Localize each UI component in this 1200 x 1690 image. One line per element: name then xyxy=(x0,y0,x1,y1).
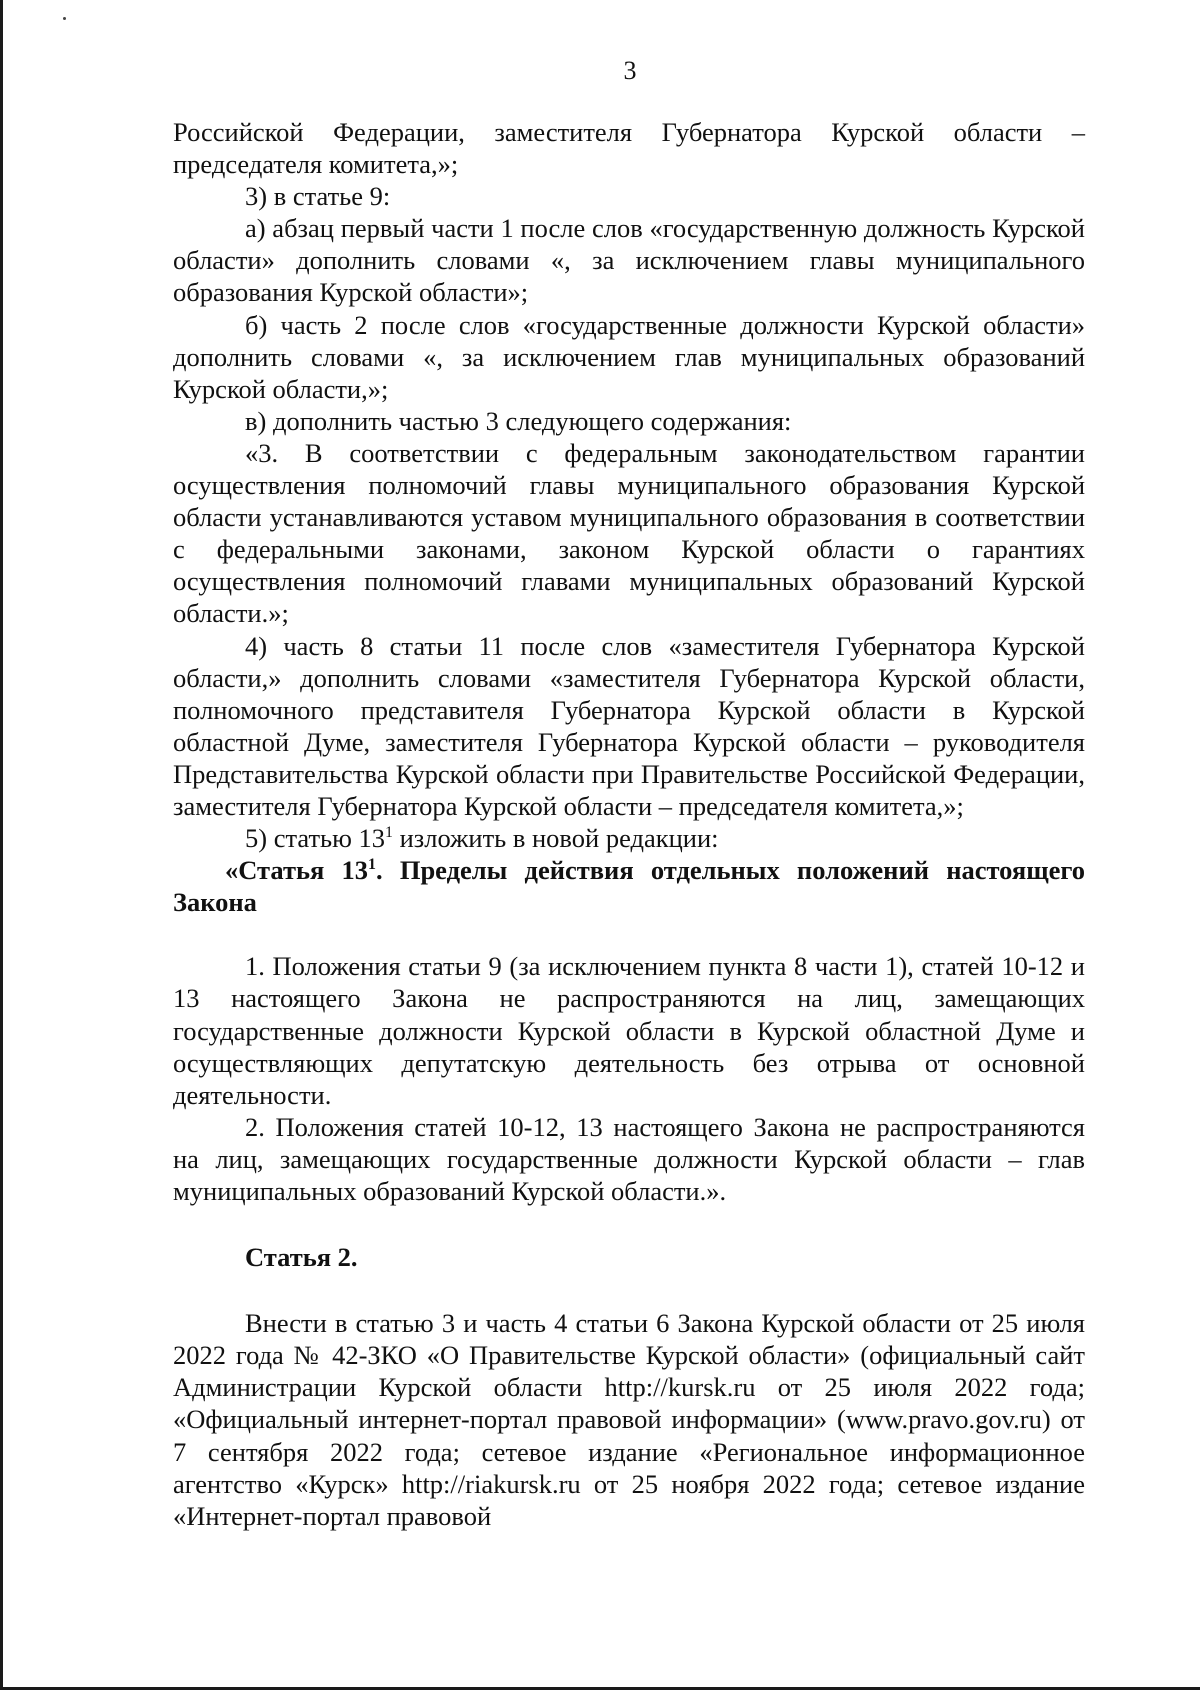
spacer xyxy=(173,918,1085,950)
paragraph-item-5-tail: изложить в новой редакции: xyxy=(392,823,719,854)
paragraph-article-13-1-part-1: 1. Положения статьи 9 (за исключением пункта 8 части 1), статей 10-12 и 13 настоящего Закона не распространяются на лиц, замещающих государственные должности Курской области в Курской областной Думе и осуществляющих депутатскую деятельность без отрыва от основной деятельности. xyxy=(173,951,1085,1110)
paragraph-item-5 xyxy=(173,822,1085,854)
scan-border-left xyxy=(0,0,3,1690)
paragraph-item-3: 3) в статье 9: xyxy=(245,181,391,212)
superscript-number: 1 xyxy=(368,856,376,874)
page-number: 3 xyxy=(623,56,637,85)
superscript-number: 1 xyxy=(385,824,393,842)
spacer xyxy=(173,1273,1085,1307)
paragraph-item-3a: а) абзац первый части 1 после слов «государственную должность Курской области» дополнить словами «, за исключением главы муниципального образования Курской области»; xyxy=(173,213,1085,308)
paragraph-item-3b: б) часть 2 после слов «государственные должности Курской области» дополнить словами «, за исключением глав муниципальных образований Курской области,»; xyxy=(173,309,1085,404)
paragraph-item-5-text: 5) статью 13 xyxy=(245,823,386,854)
article-13-1-heading xyxy=(173,854,1085,918)
paragraph-article-2-body: Внести в статью 3 и часть 4 статьи 6 Закона Курской области от 25 июля 2022 года № 42-ЗКО «О Правительстве Курской области» (официальный сайт Администрации Курской области http://kursk.ru от 25 июля 2022 года; «Официальный интернет-портал правовой информации» (www.pravo.gov.ru) от 7 сентября 2022 года; сетевое издание «Региональное информационное агентство «Курск» http://riakursk.ru от 25 ноября 2022 года; сетевое издание «Интернет-портал правовой xyxy=(173,1308,1085,1531)
paragraph-quoted-part-3: «3. В соответствии с федеральным законодательством гарантии осуществления полномочий главы муниципального образования Курской области устанавливаются уставом муниципального образования в соответствии с федеральными законами, законом Курской области о гарантиях осуществления полномочий главами муниципальных образований Курской области.»; xyxy=(173,437,1085,629)
spacer xyxy=(173,1207,1085,1241)
article-heading-tail: . Пределы действия отдельных положений настоящего Закона xyxy=(173,855,1085,918)
scan-artifact-dot xyxy=(63,17,66,20)
article-2-heading: Статья 2. xyxy=(245,1242,358,1273)
paragraph-item-4: 4) часть 8 статьи 11 после слов «заместителя Губернатора Курской области,» дополнить словами «заместителя Губернатора Курской области, полномочного представителя Губернатора Курской области в Курской областной Думе, заместителя Губернатора Курской области – руководителя Представительства Курской области при Правительстве Российской Федерации, заместителя Губернатора Курской области – председателя комитета,»; xyxy=(173,630,1085,821)
document-body xyxy=(173,116,1085,1532)
paragraph-item-3v: в) дополнить частью 3 следующего содержания: xyxy=(245,405,792,436)
article-heading-text: «Статья 13 xyxy=(225,855,369,886)
paragraph-continuation: Российской Федерации, заместителя Губернатора Курской области – председателя комитета,»; xyxy=(173,117,1085,180)
paragraph-article-13-1-part-2: 2. Положения статей 10-12, 13 настоящего Закона не распространяются на лиц, замещающих государственные должности Курской области – глав муниципальных образований Курской области.». xyxy=(173,1111,1085,1206)
